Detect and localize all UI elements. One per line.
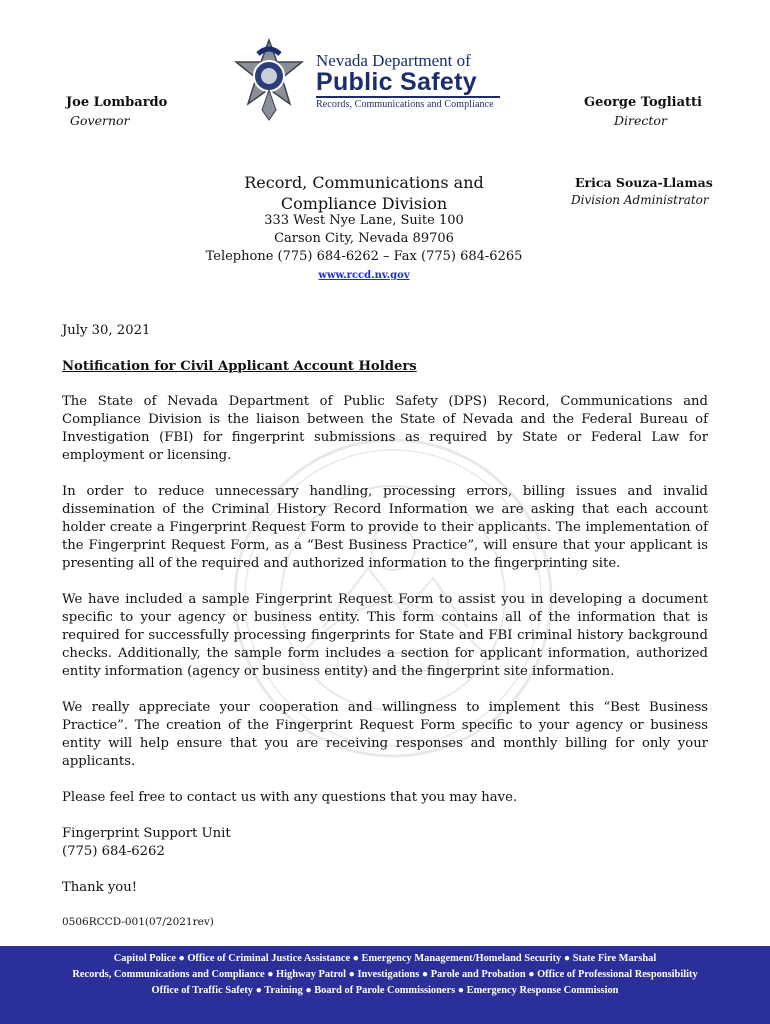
director-name: George Togliatti <box>584 95 702 110</box>
administrator-title: Division Administrator <box>571 193 709 207</box>
paragraph-5: Please feel free to contact us with any questions that you may have. <box>62 790 518 805</box>
division-title <box>218 172 510 214</box>
letter-body <box>62 322 708 931</box>
letter-date: July 30, 2021 <box>62 323 151 338</box>
address-phone: Telephone (775) 684-6262 – Fax (775) 684-6265 <box>205 249 523 264</box>
address-street: 333 West Nye Lane, Suite 100 <box>264 213 464 228</box>
governor-title: Governor <box>70 113 130 128</box>
footer-bar <box>0 946 770 1024</box>
logo-rule <box>316 96 500 98</box>
footer-line-2: Records, Communications and Compliance ● Highway Patrol ● Investigations ● Parole and Probation ● Office of Professional Responsibility <box>72 969 698 980</box>
division-title-line2: Compliance Division <box>280 194 448 213</box>
address-city: Carson City, Nevada 89706 <box>274 231 454 246</box>
footer-line-3: Office of Traffic Safety ● Training ● Board of Parole Commissioners ● Emergency Response Commission <box>151 985 619 996</box>
signature-phone: (775) 684-6262 <box>62 844 165 859</box>
paragraph-1: The State of Nevada Department of Public Safety (DPS) Record, Communications and Compliance Division is the liaison between the State of Nevada and the Federal Bureau of Investigation (FBI) for fingerprint submissions as required by State or Federal Law for employment or licensing. <box>62 394 708 463</box>
footer-line-1: Capitol Police ● Office of Criminal Justice Assistance ● Emergency Management/Homeland Security ● State Fire Marshal <box>113 953 657 964</box>
paragraph-3: We have included a sample Fingerprint Request Form to assist you in developing a document specific to your agency or business entity. This form contains all of the information that is required for successfully processing fingerprints for State and FBI criminal history background checks. Additionally, the sample form includes a section for applicant information, authorized entity information (agency or business entity) and the fingerprint site information. <box>62 592 708 679</box>
letter-subject: Notification for Civil Applicant Account Holders <box>62 359 417 374</box>
logo-division: Records, Communications and Compliance <box>316 99 494 110</box>
logo-department: Nevada Department of <box>316 51 471 70</box>
paragraph-2: In order to reduce unnecessary handling, processing errors, billing issues and invalid dissemination of the Criminal History Record Information we are asking that each account holder create a Fingerprint Request Form to provide to their applicants. The implementation of the Fingerprint Request Form, as a “Best Business Practice”, will ensure that your applicant is presenting all of the required and authorized information to the fingerprinting site. <box>62 484 708 571</box>
dps-star-badge-icon <box>232 38 306 122</box>
governor-name: Joe Lombardo <box>66 95 168 110</box>
paragraph-4: We really appreciate your cooperation and willingness to implement this “Best Business Practice”. The creation of the Fingerprint Request Form specific to your agency or business entity will help ensure that you are receiving responses and monthly billing for only your applicants. <box>62 700 708 769</box>
form-number: 0506RCCD-001(07/2021rev) <box>62 916 214 928</box>
division-address <box>180 212 548 285</box>
signature-unit: Fingerprint Support Unit <box>62 826 231 841</box>
administrator-name: Erica Souza-Llamas <box>575 175 713 190</box>
website-link[interactable]: www.rccd.nv.gov <box>318 270 410 281</box>
closing: Thank you! <box>62 880 138 895</box>
logo-public-safety: Public Safety <box>316 68 477 96</box>
dps-logo <box>316 52 500 110</box>
division-title-line1: Record, Communications and <box>244 173 484 192</box>
director-title: Director <box>614 113 667 128</box>
